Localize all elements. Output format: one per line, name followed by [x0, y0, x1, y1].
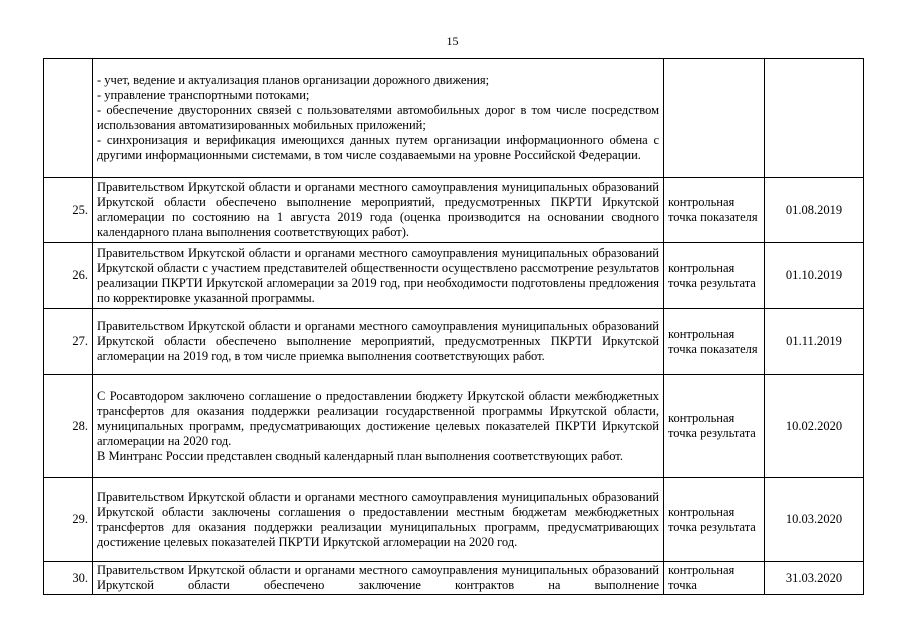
table-row-28: [44, 375, 864, 478]
row-paragraph: Правительством Иркутской области и органами местного самоуправления муниципальных образований Иркутской области с участием представителей общественности осуществлено рассмотрение результатов реализации ПКРТИ Иркутской агломерации за 2019 год, при необходимости подготовлены предложения по корректировке указанной программы.: [97, 245, 659, 305]
row-description: [93, 243, 664, 309]
row-number: 27.: [44, 309, 93, 375]
row-date: 31.03.2020: [765, 562, 864, 595]
measures-table: [43, 58, 864, 595]
row-text-line: - обеспечение двусторонних связей с пользователями автомобильных дорог в том числе посредством использования автоматизированных мобильных приложений;: [97, 103, 659, 132]
row-description: [93, 478, 664, 562]
table-row-29: [44, 478, 864, 562]
row-type: контрольная точка: [664, 562, 765, 595]
row-type: контрольная точка показателя: [664, 178, 765, 243]
row-text-line: - управление транспортными потоками;: [97, 88, 310, 102]
row-text-line: - учет, ведение и актуализация планов организации дорожного движения;: [97, 73, 490, 87]
row-text-cell: [93, 59, 664, 178]
row-date-cell: [765, 59, 864, 178]
row-description: [93, 178, 664, 243]
row-number: 29.: [44, 478, 93, 562]
row-number: 25.: [44, 178, 93, 243]
row-paragraph: Правительством Иркутской области и органами местного самоуправления муниципальных образований Иркутской области обеспечено выполнение мероприятий, предусмотренных ПКРТИ Иркутской агломерации по состоянию на 1 августа 2019 года (оценка производится на основании сводного календарного плана выполнения соответствующих работ).: [97, 180, 659, 239]
row-description: [93, 309, 664, 375]
table-row-25: [44, 178, 864, 243]
row-paragraph: Правительством Иркутской области и органами местного самоуправления муниципальных образований Иркутской области заключены соглашения о предоставлении местным бюджетам межбюджетных трансфертов для оказания поддержки реализации муниципальных программ, предусматривающих достижение целевых показателей ПКРТИ Иркутской агломерации на 2020 год.: [97, 489, 659, 549]
row-number-cell: [44, 59, 93, 178]
row-text-line: - синхронизация и верификация имеющихся данных путем организации информационного обмена с другими информационными системами, в том числе создаваемыми на уровне Российской Федерации.: [97, 133, 659, 162]
table-row-continuation: [44, 59, 864, 178]
row-paragraph: Правительством Иркутской области и органами местного самоуправления муниципальных образований Иркутской области обеспечено заключение контрактов на выполнение: [97, 563, 659, 592]
row-description: [93, 562, 664, 595]
page-number: 15: [446, 34, 459, 48]
row-date: 01.10.2019: [765, 243, 864, 309]
row-type: контрольная точка результата: [664, 478, 765, 562]
table-row-30: [44, 562, 864, 595]
table-row-26: [44, 243, 864, 309]
row-paragraph: Правительством Иркутской области и органами местного самоуправления муниципальных образований Иркутской области обеспечено выполнение мероприятий, предусмотренных ПКРТИ Иркутской агломерации на 2019 год, в том числе приемка выполнения соответствующих работ.: [97, 319, 659, 363]
row-type: контрольная точка результата: [664, 375, 765, 478]
row-paragraph: С Росавтодором заключено соглашение о предоставлении бюджету Иркутской области межбюджетных трансфертов для оказания поддержки реализации государственной программы Иркутской области, муниципальных программ, предусматривающих достижение целевых показателей ПКРТИ Иркутской агломерации на 2020 год.: [97, 388, 659, 448]
row-description: [93, 375, 664, 478]
row-type-cell: [664, 59, 765, 178]
table-body: [44, 59, 864, 595]
row-date: 10.02.2020: [765, 375, 864, 478]
table-row-27: [44, 309, 864, 375]
row-type: контрольная точка результата: [664, 243, 765, 309]
row-number: 26.: [44, 243, 93, 309]
row-paragraph: В Минтранс России представлен сводный календарный план выполнения соответствующих работ.: [97, 448, 623, 463]
row-date: 01.11.2019: [765, 309, 864, 375]
row-number: 28.: [44, 375, 93, 478]
row-date: 01.08.2019: [765, 178, 864, 243]
row-date: 10.03.2020: [765, 478, 864, 562]
row-number: 30.: [44, 562, 93, 595]
row-type: контрольная точка показателя: [664, 309, 765, 375]
